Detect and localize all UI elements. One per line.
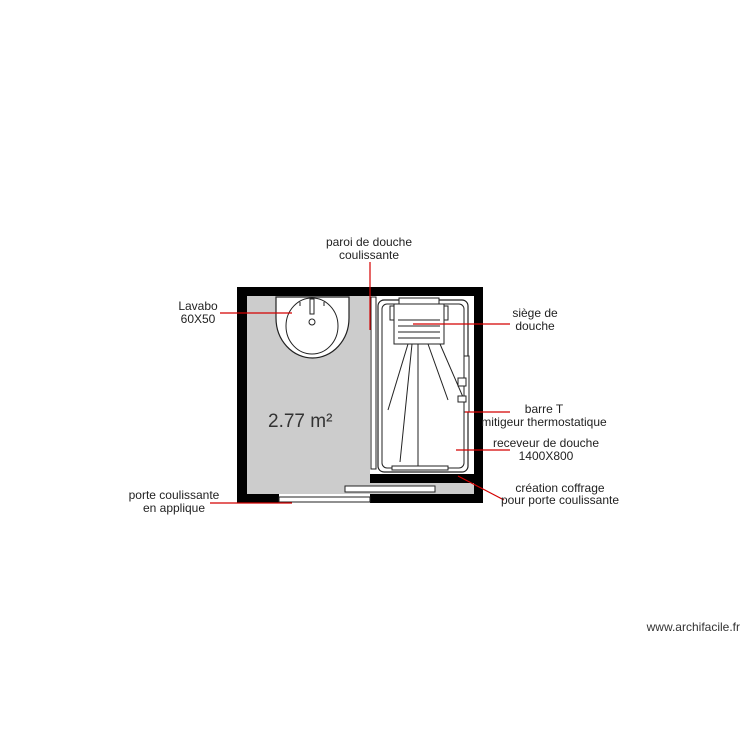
- coffrage-label-line1: création coffrage: [515, 481, 605, 495]
- receveur-label-line2: 1400X800: [518, 449, 574, 463]
- shower-seat: [390, 298, 448, 344]
- callout-paroi: [326, 235, 412, 262]
- barre-label-line2: mitigeur thermostatique: [481, 415, 607, 429]
- receveur-label-line1: receveur de douche: [492, 436, 600, 450]
- callout-receveur: [493, 436, 599, 463]
- callout-siege: [512, 306, 558, 333]
- lavabo-label-line1: Lavabo: [178, 299, 218, 313]
- shower-glass-partition: [371, 297, 376, 469]
- room-area-label: 2.77 m²: [268, 411, 333, 432]
- lavabo-label-line2: 60X50: [180, 312, 216, 326]
- callout-coffrage: [501, 481, 619, 507]
- wall-left: [237, 287, 247, 503]
- coffrage-label-line2: pour porte coulissante: [500, 493, 620, 507]
- callout-barre: [481, 402, 607, 429]
- callout-porte: [129, 488, 220, 515]
- porte-label-line2: en applique: [142, 501, 206, 515]
- siege-label-line1: siège de: [512, 306, 558, 320]
- sliding-door-panel: [279, 497, 370, 502]
- wall-bottom-left: [237, 494, 279, 503]
- coffrage-block: [370, 474, 476, 483]
- siege-label-line2: douche: [515, 319, 555, 333]
- paroi-label-line2: coulissante: [338, 248, 400, 262]
- barre-label-line1: barre T: [524, 402, 564, 416]
- callout-lavabo: [178, 299, 218, 326]
- wall-right: [474, 287, 483, 503]
- sliding-door-rail: [345, 486, 435, 492]
- archifacile-watermark: www.archifacile.fr: [646, 620, 740, 634]
- wall-bottom-right: [370, 494, 483, 503]
- porte-label-line1: porte coulissante: [128, 488, 220, 502]
- wall-top: [237, 287, 483, 296]
- paroi-label-line1: paroi de douche: [325, 235, 413, 249]
